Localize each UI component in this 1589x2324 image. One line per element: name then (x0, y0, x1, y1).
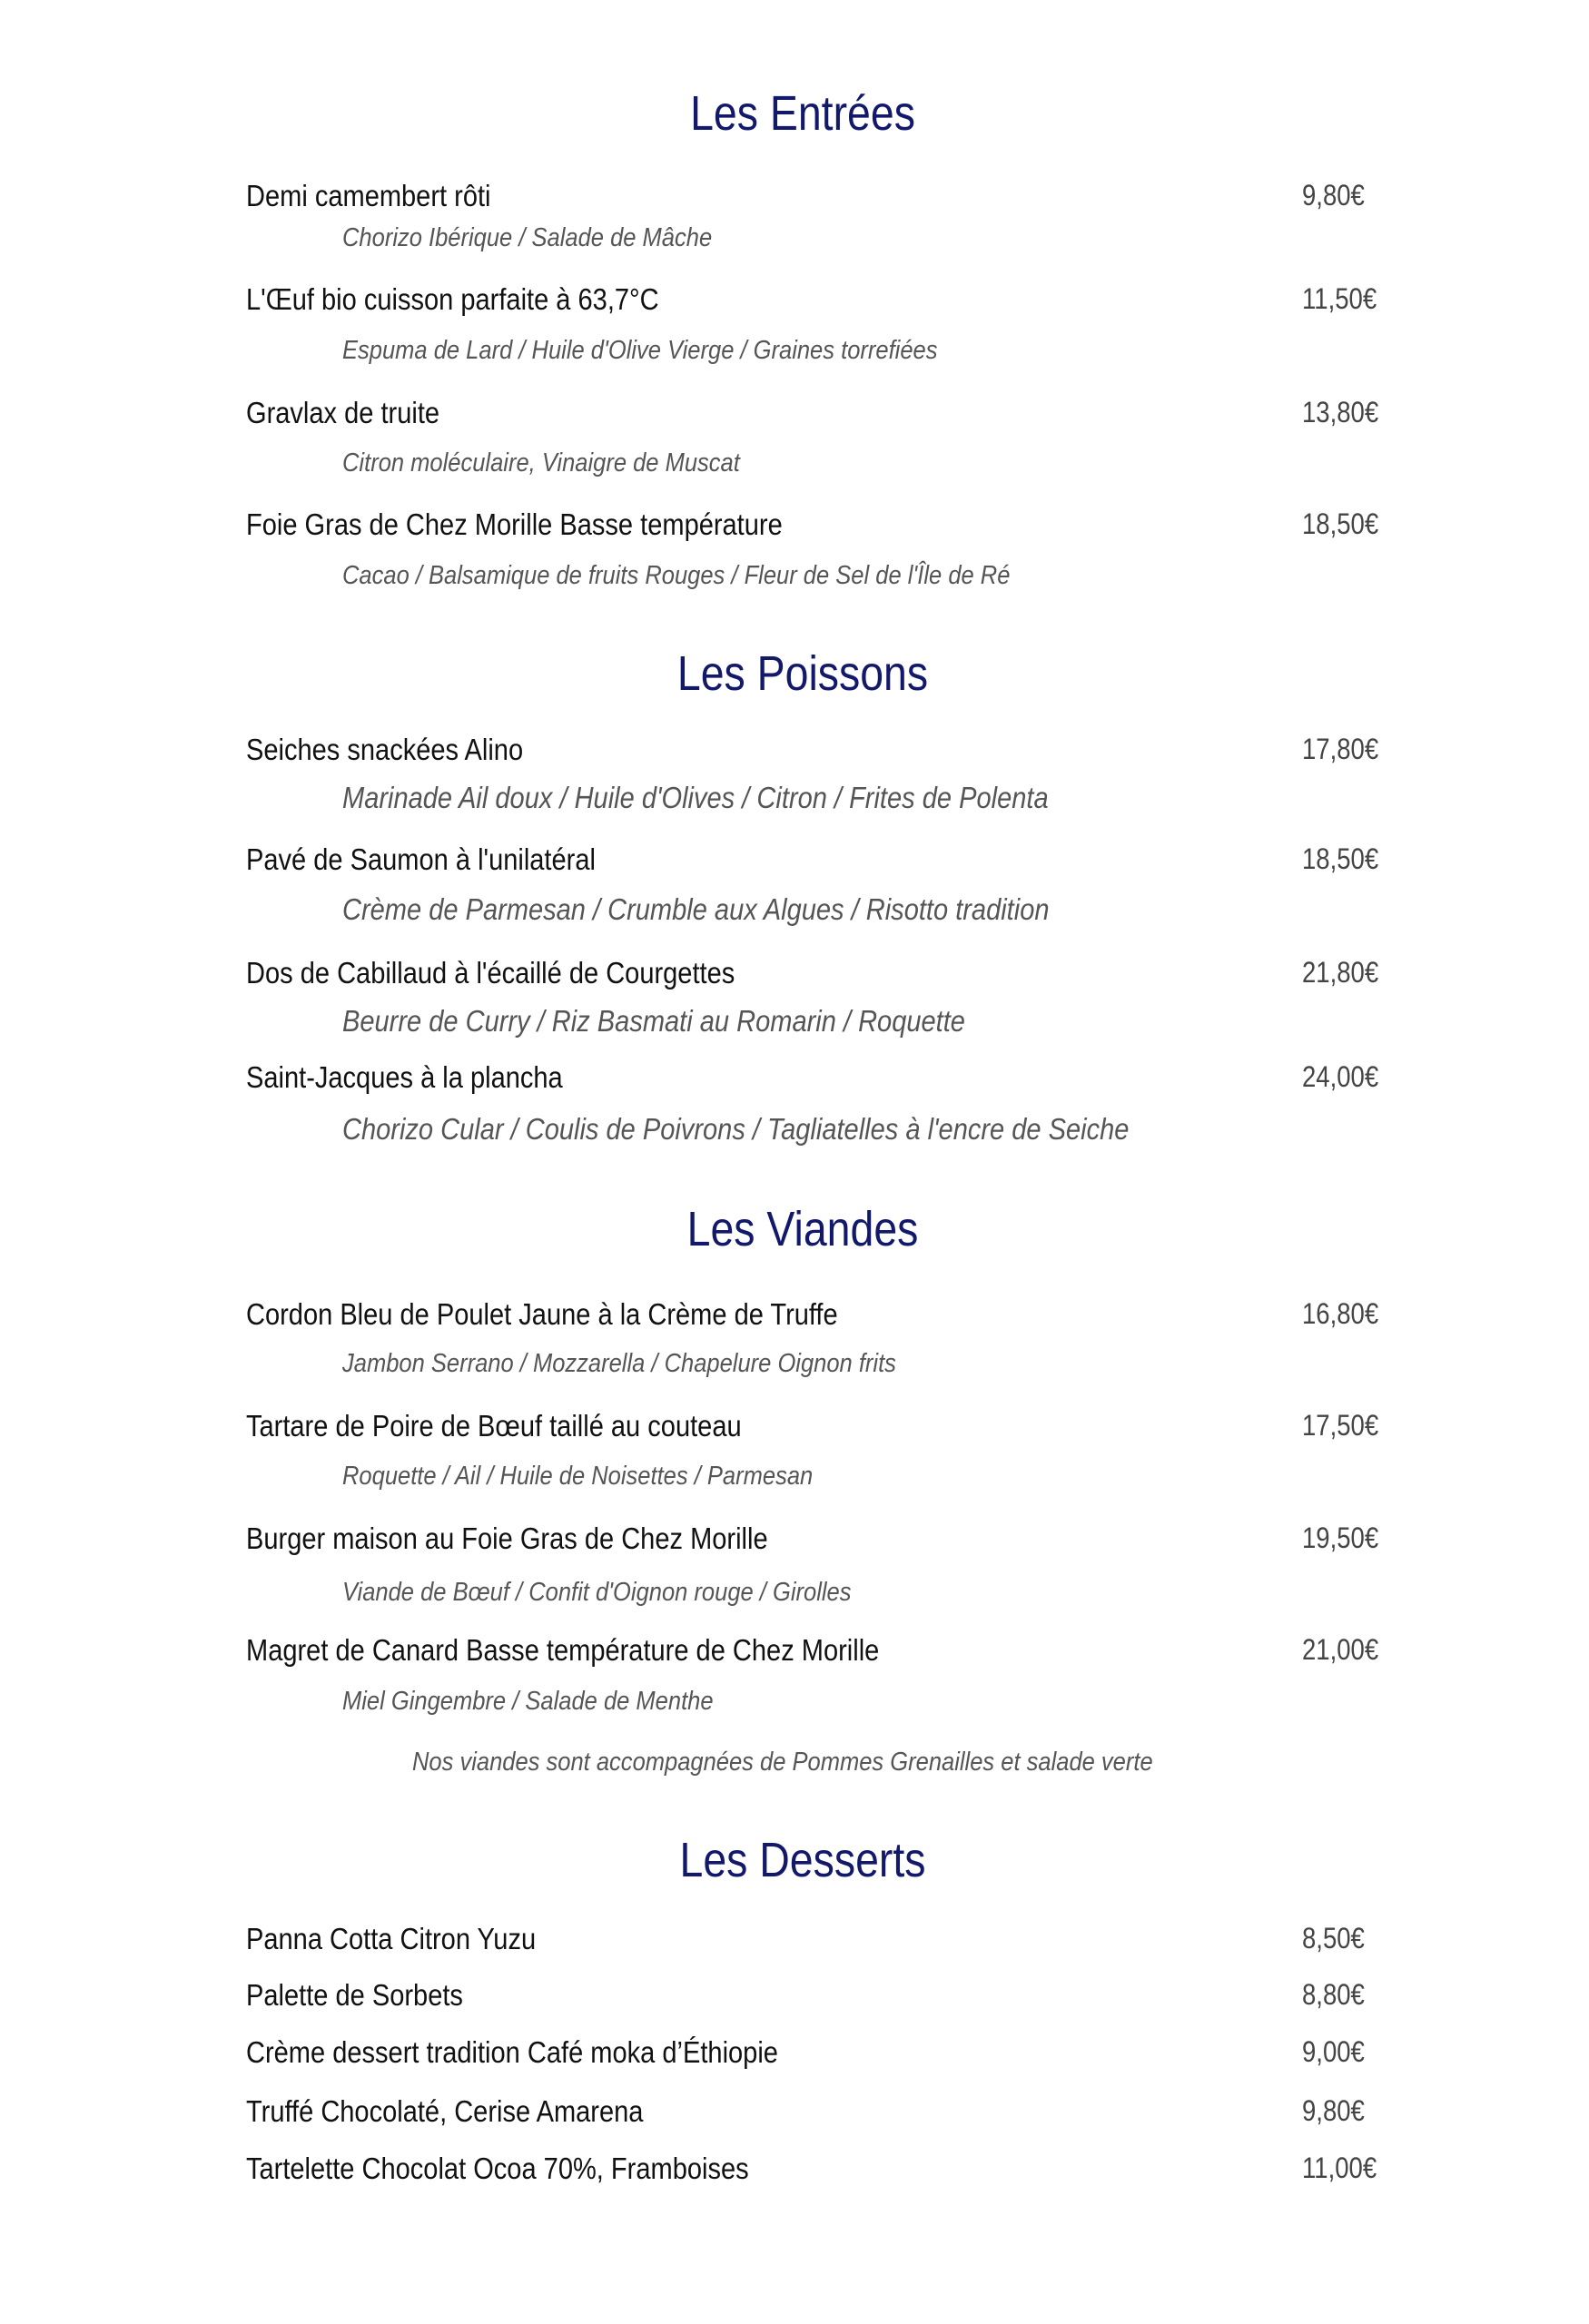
menu-item-description: Marinade Ail doux / Huile d'Olives / Citron / Frites de Polenta (342, 780, 1049, 814)
menu-item-name: Palette de Sorbets (246, 1977, 463, 2012)
menu-item-name: Burger maison au Foie Gras de Chez Morille (246, 1521, 768, 1555)
menu-item-price: 18,50€ (1302, 842, 1379, 875)
section-title: Les Desserts (679, 1833, 926, 1887)
menu-item-price: 11,50€ (1302, 282, 1377, 315)
menu-item-description: Viande de Bœuf / Confit d'Oignon rouge / Girolles (342, 1577, 852, 1607)
menu-item-price: 8,50€ (1302, 1922, 1365, 1955)
menu-item-description: Citron moléculaire, Vinaigre de Muscat (342, 448, 740, 478)
menu-item-name: Truffé Chocolaté, Cerise Amarena (246, 2093, 644, 2128)
menu-item-description: Cacao / Balsamique de fruits Rouges / Fleur de Sel de l'Île de Ré (342, 560, 1011, 590)
menu-item-price: 9,80€ (1302, 2094, 1365, 2127)
menu-item-name: Demi camembert rôti (246, 178, 491, 212)
menu-item-price: 9,00€ (1302, 2035, 1365, 2068)
menu-item-name: L'Œuf bio cuisson parfaite à 63,7°C (246, 281, 659, 316)
menu-item-price: 17,50€ (1302, 1409, 1379, 1442)
menu-item-name: Foie Gras de Chez Morille Basse température (246, 507, 783, 541)
menu-item-name: Saint-Jacques à la plancha (246, 1059, 563, 1094)
menu-item-price: 18,50€ (1302, 507, 1379, 540)
menu-item-price: 24,00€ (1302, 1060, 1379, 1093)
menu-item-description: Chorizo Ibérique / Salade de Mâche (342, 222, 713, 252)
menu-item-price: 17,80€ (1302, 733, 1379, 765)
menu-item-price: 8,80€ (1302, 1978, 1365, 2011)
menu-item-name: Dos de Cabillaud à l'écaillé de Courgettes (246, 955, 735, 990)
menu-item-name: Tartelette Chocolat Ocoa 70%, Framboises (246, 2151, 749, 2185)
menu-item-description: Beurre de Curry / Riz Basmati au Romarin / Roquette (342, 1003, 965, 1038)
menu-item-name: Crème dessert tradition Café moka d’Éthiopie (246, 2034, 778, 2069)
menu-item-price: 11,00€ (1302, 2152, 1377, 2184)
menu-item-description: Chorizo Cular / Coulis de Poivrons / Tagliatelles à l'encre de Seiche (342, 1111, 1130, 1146)
menu-item-name: Tartare de Poire de Bœuf taillé au couteau (246, 1408, 742, 1443)
menu-item-description: Jambon Serrano / Mozzarella / Chapelure Oignon frits (342, 1348, 896, 1378)
section-note: Nos viandes sont accompagnées de Pommes Grenailles et salade verte (412, 1747, 1153, 1777)
menu-item-description: Crème de Parmesan / Crumble aux Algues / Risotto tradition (342, 891, 1050, 926)
menu-item-price: 13,80€ (1302, 396, 1379, 428)
section-title: Les Poissons (676, 646, 929, 701)
menu-item-price: 16,80€ (1302, 1297, 1379, 1330)
menu-item-description: Roquette / Ail / Huile de Noisettes / Parmesan (342, 1461, 814, 1491)
menu-item-name: Magret de Canard Basse température de Chez Morille (246, 1632, 880, 1667)
menu-item-price: 9,80€ (1302, 179, 1365, 212)
menu-item-price: 21,00€ (1302, 1633, 1379, 1666)
section-title: Les Viandes (686, 1202, 919, 1256)
menu-item-name: Panna Cotta Citron Yuzu (246, 1921, 537, 1955)
menu-item-description: Miel Gingembre / Salade de Menthe (342, 1686, 714, 1716)
menu-item-name: Cordon Bleu de Poulet Jaune à la Crème de Truffe (246, 1296, 838, 1331)
section-title: Les Entrées (690, 86, 915, 141)
menu-item-price: 21,80€ (1302, 956, 1379, 989)
menu-item-name: Pavé de Saumon à l'unilatéral (246, 842, 596, 876)
menu-item-name: Gravlax de truite (246, 395, 440, 429)
menu-item-name: Seiches snackées Alino (246, 732, 524, 766)
menu-item-description: Espuma de Lard / Huile d'Olive Vierge / Graines torrefiées (342, 335, 938, 365)
menu-item-price: 19,50€ (1302, 1521, 1379, 1554)
